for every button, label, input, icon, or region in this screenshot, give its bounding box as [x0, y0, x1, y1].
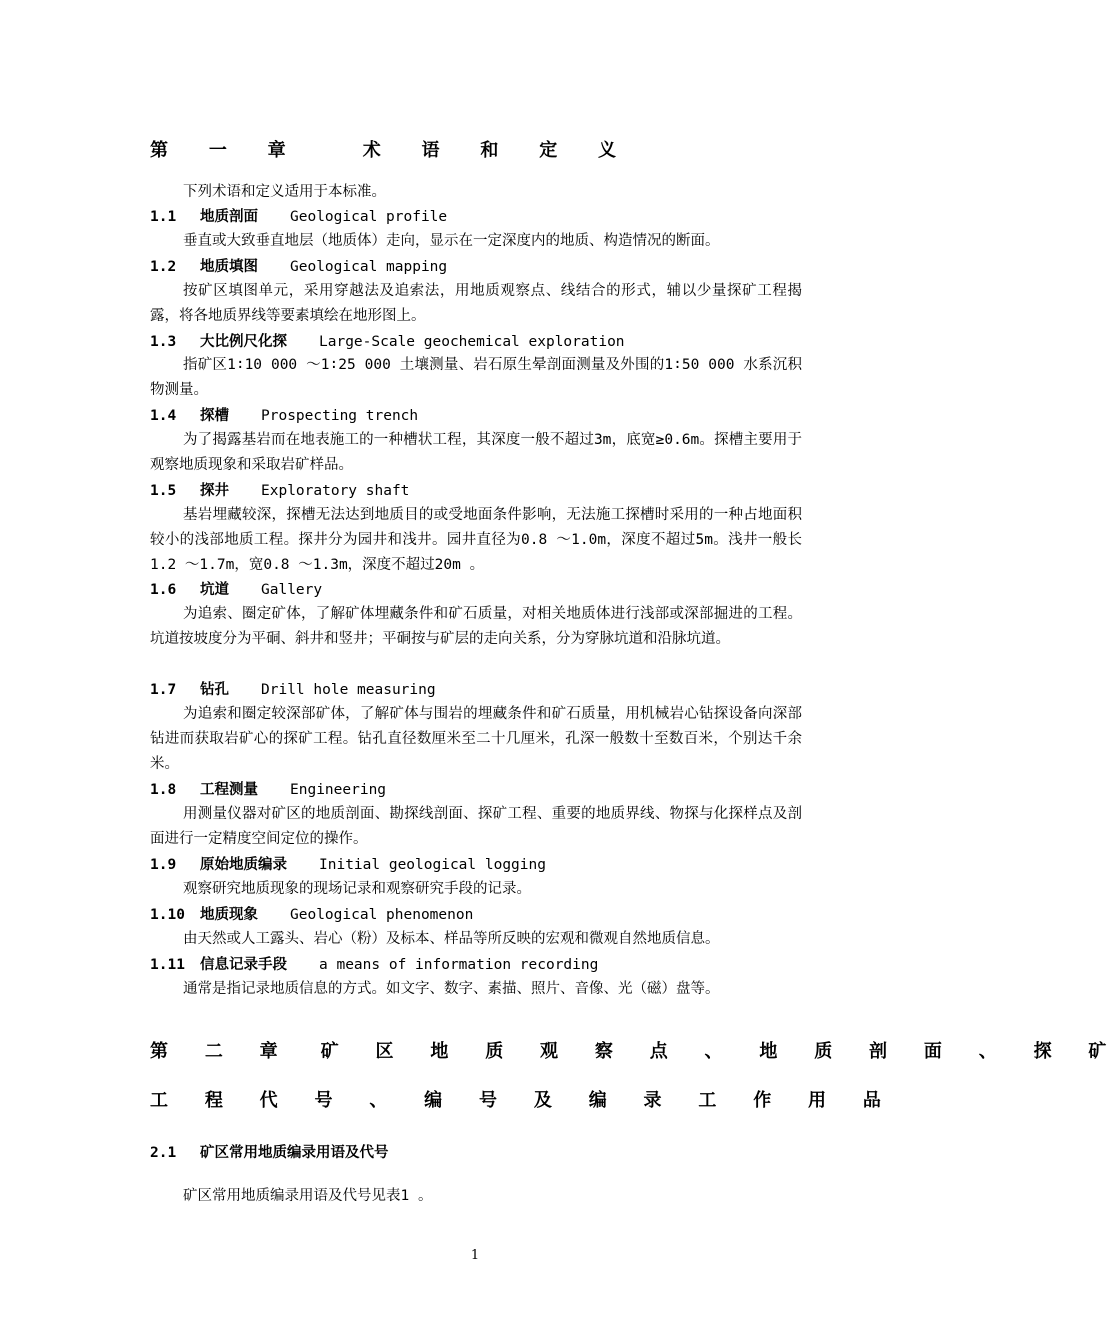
term-heading	[150, 778, 386, 799]
term-number: 1.8	[150, 782, 177, 798]
term-number: 1.5	[150, 483, 177, 499]
section-title: 矿区常用地质编录用语及代号	[200, 1145, 389, 1161]
page-number: 1	[470, 1248, 480, 1263]
chapter1-heading	[150, 136, 631, 162]
term-heading	[150, 479, 409, 500]
term-chinese: 探槽	[200, 408, 229, 424]
term-chinese: 工程测量	[200, 782, 258, 798]
term-english: Geological phenomenon	[290, 907, 474, 923]
term-number: 1.3	[150, 334, 177, 350]
section-text: 矿区常用地质编录用语及代号见表1 。	[183, 1188, 433, 1204]
term-english: Large-Scale geochemical exploration	[319, 334, 625, 350]
term-definition: 用测量仪器对矿区的地质剖面、勘探线剖面、探矿工程、重要的地质界线、物探与化探样点及剖面进行一定精度空间定位的操作。	[150, 806, 802, 847]
term-chinese: 探井	[200, 483, 229, 499]
term-heading	[150, 903, 473, 924]
section-number: 2.1	[150, 1145, 177, 1161]
term-heading	[150, 404, 418, 425]
term-definition: 垂直或大致垂直地层（地质体）走向，显示在一定深度内的地质、构造情况的断面。	[183, 233, 720, 249]
term-number: 1.11	[150, 957, 185, 973]
term-chinese: 坑道	[200, 582, 229, 598]
chapter2-title-line1: 矿 区 地 质 观 察 点 、 地 质 剖 面 、 探 矿	[320, 1041, 1119, 1062]
term-english: Exploratory shaft	[261, 483, 410, 499]
term-definition: 为了揭露基岩而在地表施工的一种槽状工程，其深度一般不超过3m，底宽≥0.6m。探槽主要用于观察地质现象和采取岩矿样品。	[150, 432, 802, 473]
term-heading	[150, 853, 546, 874]
term-chinese: 地质填图	[200, 259, 258, 275]
chapter1-number: 第 一 章	[150, 140, 301, 161]
chapter2-number: 第 二 章	[150, 1041, 291, 1062]
term-chinese: 信息记录手段	[200, 957, 287, 973]
term-number: 1.10	[150, 907, 185, 923]
term-number: 1.1	[150, 209, 177, 225]
term-definition: 为追索和圈定较深部矿体，了解矿体与围岩的埋藏条件和矿石质量，用机械岩心钻探设备向深部钻进而获取岩矿心的探矿工程。钻孔直径数厘米至二十几厘米，孔深一般数十至数百米，个别达千余米。	[150, 706, 802, 772]
term-number: 1.2	[150, 259, 177, 275]
term-number: 1.7	[150, 682, 177, 698]
chapter2-heading	[150, 1037, 1119, 1063]
term-heading	[150, 678, 436, 699]
chapter1-title: 术 语 和 定 义	[362, 140, 632, 161]
term-definition: 通常是指记录地质信息的方式。如文字、数字、素描、照片、音像、光（磁）盘等。	[183, 981, 720, 997]
term-definition: 基岩埋藏较深，探槽无法达到地质目的或受地面条件影响，无法施工探槽时采用的一种占地面积较小的浅部地质工程。探井分为园井和浅井。园井直径为0.8 ～1.0m，深度不超过5m。浅井一般长1.2 ～1.7m，宽0.8 ～1.3m，深度不超过20m 。	[150, 507, 802, 573]
term-heading	[150, 953, 598, 974]
term-english: Drill hole measuring	[261, 682, 436, 698]
chapter2-title-line2: 工 程 代 号 、 编 号 及 编 录 工 作 用 品	[150, 1090, 894, 1111]
term-heading	[150, 578, 322, 599]
section-heading	[150, 1141, 389, 1162]
term-heading	[150, 255, 447, 276]
term-english: a means of information recording	[319, 957, 599, 973]
term-english: Geological mapping	[290, 259, 448, 275]
term-number: 1.4	[150, 408, 177, 424]
term-chinese: 原始地质编录	[200, 857, 287, 873]
term-chinese: 地质现象	[200, 907, 258, 923]
term-english: Prospecting trench	[261, 408, 419, 424]
term-chinese: 大比例尺化探	[200, 334, 287, 350]
term-chinese: 钻孔	[200, 682, 229, 698]
term-english: Gallery	[261, 582, 323, 598]
term-heading	[150, 330, 625, 351]
term-english: Geological profile	[290, 209, 448, 225]
term-number: 1.6	[150, 582, 177, 598]
term-chinese: 地质剖面	[200, 209, 258, 225]
chapter1-intro: 下列术语和定义适用于本标准。	[183, 184, 386, 200]
term-definition: 由天然或人工露头、岩心（粉）及标本、样品等所反映的宏观和微观自然地质信息。	[183, 931, 720, 947]
term-definition: 观察研究地质现象的现场记录和观察研究手段的记录。	[183, 881, 531, 897]
term-definition: 按矿区填图单元，采用穿越法及追索法，用地质观察点、线结合的形式，辅以少量探矿工程揭露，将各地质界线等要素填绘在地形图上。	[150, 283, 802, 324]
term-heading	[150, 205, 447, 226]
term-definition: 指矿区1∶10 000 ～1∶25 000 土壤测量、岩石原生晕剖面测量及外围的1∶50 000 水系沉积物测量。	[150, 357, 802, 398]
term-english: Initial geological logging	[319, 857, 546, 873]
term-definition: 为追索、圈定矿体，了解矿体埋藏条件和矿石质量，对相关地质体进行浅部或深部掘进的工程。坑道按坡度分为平硐、斜井和竖井；平硐按与矿层的走向关系，分为穿脉坑道和沿脉坑道。	[150, 606, 802, 647]
term-english: Engineering	[290, 782, 387, 798]
term-number: 1.9	[150, 857, 177, 873]
